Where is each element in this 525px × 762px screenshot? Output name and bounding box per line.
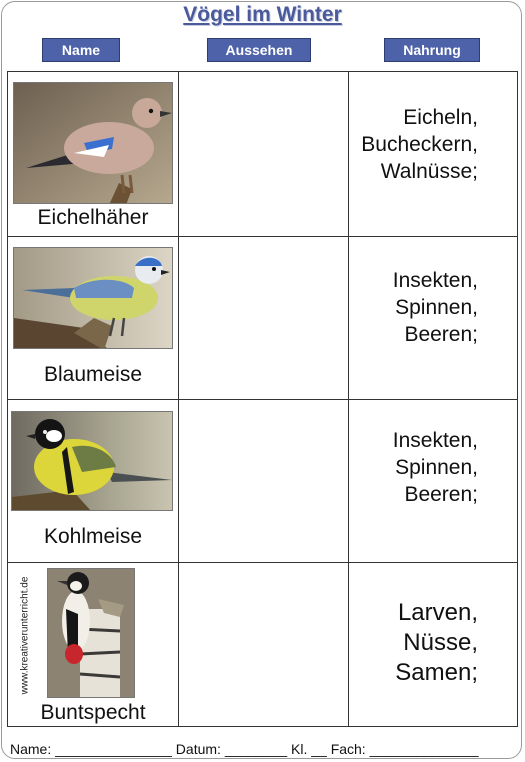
bird-name: Blaumeise xyxy=(43,363,143,386)
food-item: Spinnen, xyxy=(395,456,478,479)
food-item: Larven, xyxy=(397,599,478,626)
bird-name: Eichelhäher xyxy=(37,206,149,229)
header-name: Name xyxy=(42,38,120,62)
food-item: Eicheln, xyxy=(403,106,478,129)
food-item: Beeren; xyxy=(404,323,478,346)
row-divider xyxy=(8,399,517,400)
header-aussehen: Aussehen xyxy=(207,38,311,62)
food-item: Insekten, xyxy=(392,429,478,452)
food-list xyxy=(348,598,478,688)
bird-name: Kohlmeise xyxy=(43,525,143,548)
website-credit: www.kreativerunterricht.de xyxy=(19,576,31,695)
blaumeise-photo xyxy=(13,247,173,349)
food-item: Nüsse, xyxy=(403,629,478,656)
footer-fields: Name: _______________ Datum: ________ Kl. __ Fach: ______________ xyxy=(10,741,479,757)
food-item: Walnüsse; xyxy=(380,160,478,183)
food-list xyxy=(348,267,478,348)
kohlmeise-photo xyxy=(11,411,173,511)
header-nahrung: Nahrung xyxy=(384,38,480,62)
page-title: Vögel im Winter xyxy=(183,3,342,26)
food-item: Bucheckern, xyxy=(361,133,478,156)
food-list xyxy=(348,427,478,508)
bird-table xyxy=(7,71,518,727)
food-list xyxy=(348,104,478,185)
row-divider xyxy=(8,562,517,563)
food-item: Beeren; xyxy=(404,483,478,506)
bird-name: Buntspecht xyxy=(40,701,146,724)
food-item: Insekten, xyxy=(392,269,478,292)
food-item: Spinnen, xyxy=(395,296,478,319)
row-divider xyxy=(8,236,517,237)
food-item: Samen; xyxy=(395,659,478,686)
buntspecht-photo xyxy=(47,568,135,698)
eichelhaeher-photo xyxy=(13,82,173,204)
